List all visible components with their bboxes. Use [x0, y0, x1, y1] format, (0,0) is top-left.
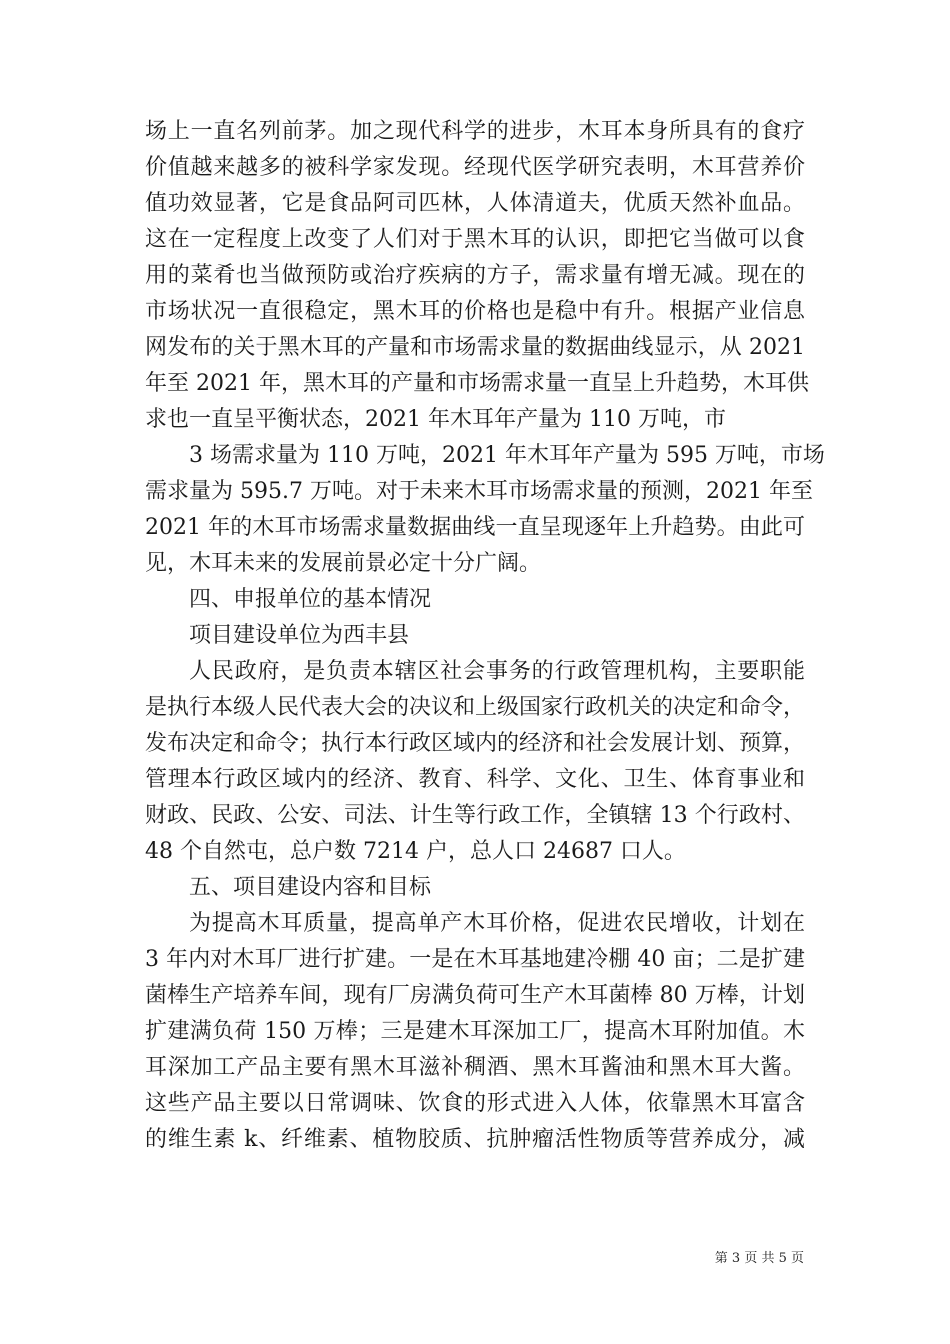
- text-line: 2021 年的木耳市场需求量数据曲线一直呈现逐年上升趋势。由此可: [145, 515, 805, 540]
- text-line: 网发布的关于黑木耳的产量和市场需求量的数据曲线显示，从 2021: [145, 335, 805, 360]
- text-line: 项目建设单位为西丰县: [189, 623, 410, 648]
- text-line: 这些产品主要以日常调味、饮食的形式进入人体，依靠黑木耳富含: [145, 1091, 805, 1116]
- text-line: 3 场需求量为 110 万吨，2021 年木耳年产量为 595 万吨，市场: [189, 443, 825, 468]
- text-line: 值功效显著，它是食品阿司匹林，人体清道夫，优质天然补血品。: [145, 191, 805, 216]
- text-line: 这在一定程度上改变了人们对于黑木耳的认识，即把它当做可以食: [145, 227, 805, 252]
- text-line: 见，木耳未来的发展前景必定十分广阔。: [145, 551, 542, 576]
- section-heading: 五、项目建设内容和目标: [189, 875, 432, 900]
- text-line: 场上一直名列前茅。加之现代科学的进步，木耳本身所具有的食疗: [145, 119, 805, 144]
- text-line: 价值越来越多的被科学家发现。经现代医学研究表明，木耳营养价: [145, 155, 805, 180]
- text-line: 发布决定和命令；执行本行政区域内的经济和社会发展计划、预算，: [145, 731, 806, 756]
- text-line: 管理本行政区域内的经济、教育、科学、文化、卫生、体育事业和: [145, 767, 805, 792]
- text-line: 财政、民政、公安、司法、计生等行政工作，全镇辖 13 个行政村、: [145, 803, 805, 828]
- text-line: 3 年内对木耳厂进行扩建。一是在木耳基地建冷棚 40 亩；二是扩建: [145, 947, 805, 972]
- text-line: 人民政府，是负责本辖区社会事务的行政管理机构，主要职能: [189, 659, 805, 684]
- text-line: 耳深加工产品主要有黑木耳滋补稠酒、黑木耳酱油和黑木耳大酱。: [145, 1055, 805, 1080]
- text-line: 求也一直呈平衡状态，2021 年木耳年产量为 110 万吨，市: [145, 407, 726, 432]
- text-line: 年至 2021 年，黑木耳的产量和市场需求量一直呈上升趋势，木耳供: [145, 371, 809, 396]
- text-line: 48 个自然屯，总户数 7214 户，总人口 24687 口人。: [145, 839, 686, 864]
- text-line: 扩建满负荷 150 万棒；三是建木耳深加工厂，提高木耳附加值。木: [145, 1019, 805, 1044]
- text-line: 需求量为 595.7 万吨。对于未来木耳市场需求量的预测，2021 年至: [145, 479, 813, 504]
- page-number-footer: 第 3 页 共 5 页: [714, 1251, 804, 1266]
- text-line: 的维生素 k、纤维素、植物胶质、抗肿瘤活性物质等营养成分，减: [145, 1127, 805, 1152]
- text-line: 菌棒生产培养车间，现有厂房满负荷可生产木耳菌棒 80 万棒，计划: [145, 983, 805, 1008]
- section-heading: 四、申报单位的基本情况: [189, 587, 432, 612]
- text-line: 用的菜肴也当做预防或治疗疾病的方子，需求量有增无减。现在的: [145, 263, 805, 288]
- text-line: 是执行本级人民代表大会的决议和上级国家行政机关的决定和命令，: [145, 695, 806, 720]
- body-text: [145, 114, 825, 1158]
- text-line: 为提高木耳质量，提高单产木耳价格，促进农民增收，计划在: [189, 911, 805, 936]
- text-line: 市场状况一直很稳定，黑木耳的价格也是稳中有升。根据产业信息: [145, 299, 805, 324]
